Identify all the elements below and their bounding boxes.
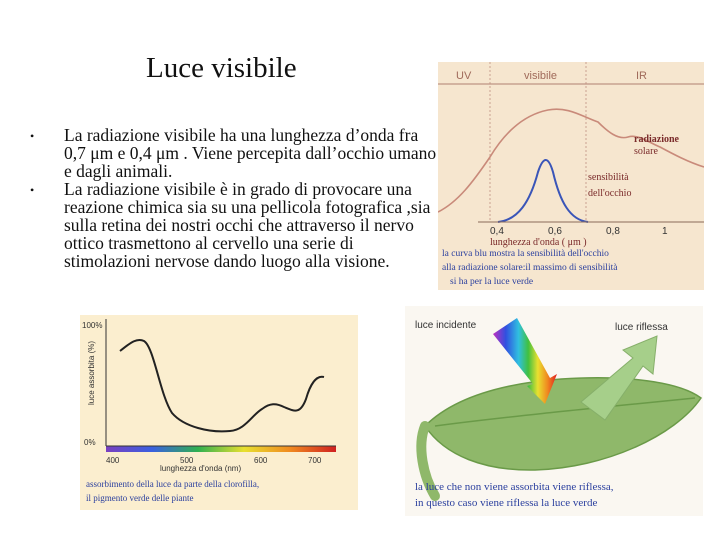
- y-bottom-label: 0%: [84, 438, 96, 447]
- tick-label: 0,6: [548, 226, 562, 237]
- band-visible-label: visibile: [524, 70, 558, 82]
- bullet-dot: •: [30, 183, 35, 197]
- incident-light-label: luce incidente: [415, 320, 477, 331]
- leaf-caption-line2: in questo caso viene riflessa la luce verde: [415, 497, 598, 509]
- bullet-text: La radiazione visibile è in grado di provocare una reazione chimica sia su una pellicola fotografica ,sia sulla retina dei nostri occhi che attraverso il nervo ottico trasmettono al cervello una serie di stimolazioni nervose dando luogo alla visione.: [64, 179, 431, 271]
- leaf-figure: [405, 306, 703, 516]
- y-top-label: 100%: [82, 321, 103, 330]
- bullet-list: [30, 126, 440, 270]
- tick-label: 500: [180, 456, 194, 465]
- spectrum-caption-line1: la curva blu mostra la sensibilità dell'occhio: [442, 249, 609, 259]
- slide-title: Luce visibile: [146, 52, 297, 84]
- leaf-graphic: [405, 306, 703, 516]
- tick-label: 0,4: [490, 226, 504, 237]
- bullet-dot: •: [30, 129, 35, 143]
- spectrum-caption-line3: si ha per la luce verde: [450, 277, 534, 287]
- tick-label: 0,8: [606, 226, 620, 237]
- absorption-caption-line1: assorbimento della luce da parte della clorofilla,: [86, 479, 260, 489]
- bullet-item: [30, 180, 440, 270]
- spectrum-graphic: [438, 62, 704, 290]
- eye-label-line1: sensibilità: [588, 172, 629, 183]
- spectrum-figure: [438, 62, 704, 290]
- leaf-caption-line1: la luce che non viene assorbita viene riflessa,: [415, 481, 614, 493]
- eye-label-line2: dell'occhio: [588, 188, 632, 199]
- absorption-figure: [80, 315, 358, 510]
- solar-label-line2: solare: [634, 146, 658, 157]
- bullet-item: [30, 126, 440, 180]
- spectrum-caption-line2: alla radiazione solare:il massimo di sensibilità: [442, 263, 618, 273]
- tick-label: 700: [308, 456, 322, 465]
- band-uv-label: UV: [456, 70, 472, 82]
- tick-label: 1: [662, 226, 668, 237]
- absorption-ylabel: luce assorbita (%): [87, 340, 96, 405]
- tick-label: 600: [254, 456, 268, 465]
- absorption-graphic: [80, 315, 358, 510]
- absorption-xlabel: lunghezza d'onda (nm): [160, 464, 242, 473]
- bullet-text: La radiazione visibile ha una lunghezza d’onda fra 0,7 μm e 0,4 μm . Viene percepita dall’occhio umano e dagli animali.: [64, 125, 437, 181]
- tick-label: 400: [106, 456, 120, 465]
- spectrum-xlabel: lunghezza d'onda ( μm ): [490, 237, 587, 248]
- band-ir-label: IR: [636, 70, 647, 82]
- reflected-light-label: luce riflessa: [615, 322, 668, 333]
- solar-label-line1: radiazione: [634, 134, 679, 145]
- absorption-caption-line2: il pigmento verde delle piante: [86, 493, 194, 503]
